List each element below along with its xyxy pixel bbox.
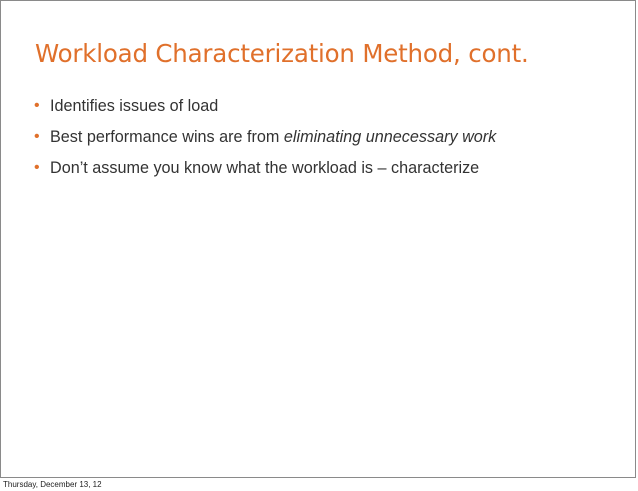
- bullet-item: [31, 158, 496, 189]
- bullet-text: Identifies issues of load: [50, 97, 219, 115]
- bullet-icon: •: [34, 159, 40, 176]
- bullet-icon: •: [34, 128, 40, 145]
- bullet-text: Don’t assume you know what the workload is – characterize: [50, 159, 480, 177]
- slide-title: Workload Characterization Method, cont.: [35, 39, 529, 68]
- bullet-list: [31, 96, 496, 189]
- bullet-icon: •: [34, 97, 40, 114]
- bullet-emphasis-text: eliminating unnecessary work: [283, 128, 497, 146]
- footer-date: Thursday, December 13, 12: [3, 480, 102, 489]
- bullet-item: [31, 96, 496, 127]
- bullet-text: Best performance wins are from: [50, 128, 284, 146]
- bullet-item: [31, 127, 496, 158]
